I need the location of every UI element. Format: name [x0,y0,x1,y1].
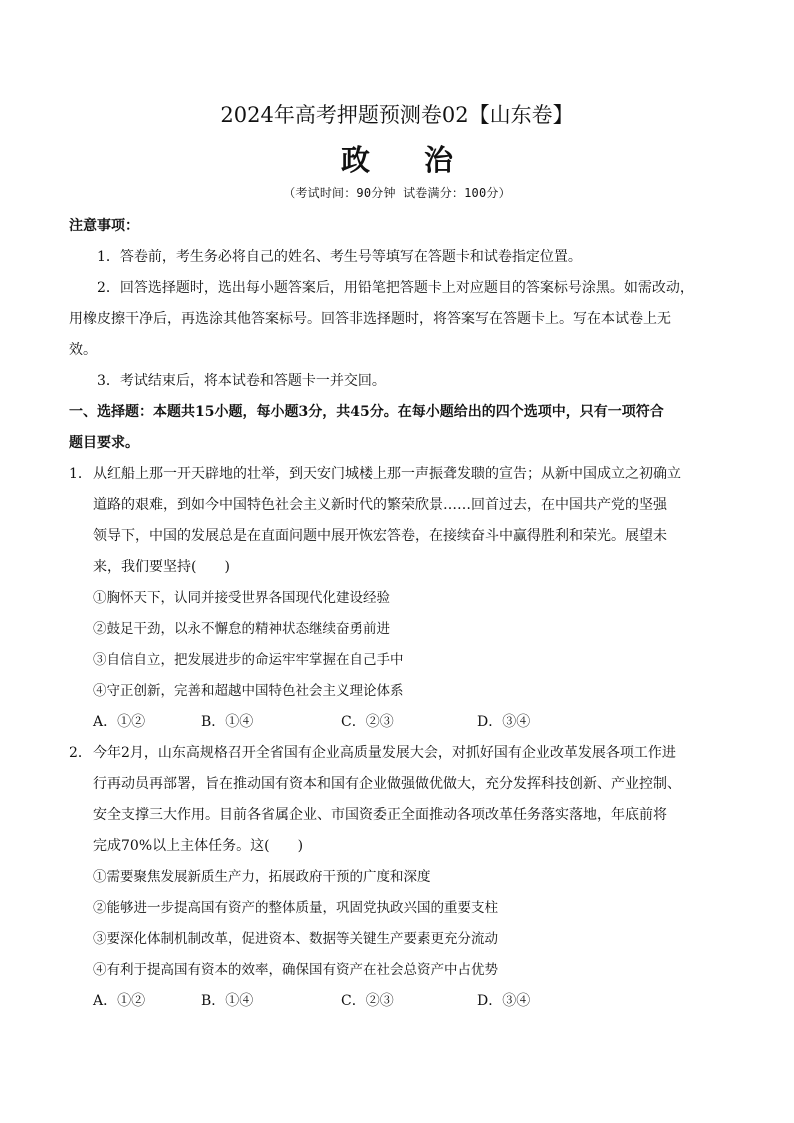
stem-line: 今年2月，山东高规格召开全省国有企业高质量发展大会，对抓好国有企业改革发展各项工作进 [93,745,676,761]
choice-a: A．①② [93,714,146,730]
choice-c: C．②③ [341,993,394,1009]
stem-line: 行再动员再部署，旨在推动国有资本和国有企业做强做优做大，充分发挥科技创新、产业控制、 [93,776,681,792]
choice-c: C．②③ [341,714,394,730]
stem-line: 安全支撑三大作用。目前各省属企业、市国资委正全面推动各项改革任务落实落地，年底前将 [93,807,667,823]
statement-option: ④有利于提高国有资本的效率，确保国有资产在社会总资产中占优势 [93,962,498,978]
section-heading: 一、选择题：本题共15小题，每小题3分，共45分。在每小题给出的四个选项中，只有一项符合 [69,404,664,420]
notice-item: 用橡皮擦干净后，再选涂其他答案标号。回答非选择题时，将答案写在答题卡上。写在本试卷上无 [69,311,671,327]
notice-item: 1．答卷前，考生务必将自己的姓名、考生号等填写在答题卡和试卷指定位置。 [97,249,582,265]
question-stem [69,459,697,583]
section-heading-continued: 题目要求。 [69,435,139,451]
notice-item: 2．回答选择题时，选出每小题答案后，用铅笔把答题卡上对应题目的答案标号涂黑。如需改动， [97,280,694,296]
statement-option: ②鼓足干劲，以永不懈怠的精神状态继续奋勇前进 [93,621,390,637]
question-2 [69,738,697,1017]
statement-option: ④守正创新，完善和超越中国特色社会主义理论体系 [93,683,404,699]
question-number: 2． [69,745,92,761]
exam-body [69,211,697,1017]
statement-option: ③要深化体制机制改革，促进资本、数据等关键生产要素更充分流动 [93,931,498,947]
stem-line: 来，我们要坚持( ) [93,559,230,575]
subject-title: 政 治 [340,143,476,177]
notice-title: 注意事项： [69,218,139,234]
answer-choices [69,707,697,738]
choice-a: A．①② [93,993,146,1009]
exam-meta: （考试时间：90分钟 试卷满分：100分） [283,186,511,200]
question-1 [69,459,697,738]
statement-option: ②能够进一步提高国有资产的整体质量，巩固党执政兴国的重要支柱 [93,900,498,916]
choice-d: D．③④ [477,714,531,730]
stem-line: 道路的艰难，到如今中国特色社会主义新时代的繁荣欣景……回首过去，在中国共产党的坚强 [93,497,667,513]
choice-b: B．①④ [201,993,254,1009]
statement-option: ①需要聚焦发展新质生产力，拓展政府干预的广度和深度 [93,869,431,885]
statement-option: ③自信自立，把发展进步的命运牢牢掌握在自己手中 [93,652,404,668]
choice-b: B．①④ [201,714,254,730]
answer-choices [69,986,697,1017]
question-number: 1． [69,466,92,482]
stem-line: 完成70%以上主体任务。这( ) [93,838,304,854]
exam-header [0,100,794,202]
notice-item: 效。 [69,342,97,358]
choice-d: D．③④ [477,993,531,1009]
stem-line: 领导下，中国的发展总是在直面问题中展开恢宏答卷，在接续奋斗中赢得胜利和荣光。展望未 [93,528,667,544]
stem-line: 从红船上那一开天辟地的壮举，到天安门城楼上那一声振聋发聩的宣告；从新中国成立之初确立 [93,466,681,482]
exam-title: 2024年高考押题预测卷02【山东卷】 [220,103,574,127]
question-stem [69,738,697,862]
notice-item: 3．考试结束后，将本试卷和答题卡一并交回。 [97,373,386,389]
statement-option: ①胸怀天下，认同并接受世界各国现代化建设经验 [93,590,390,606]
